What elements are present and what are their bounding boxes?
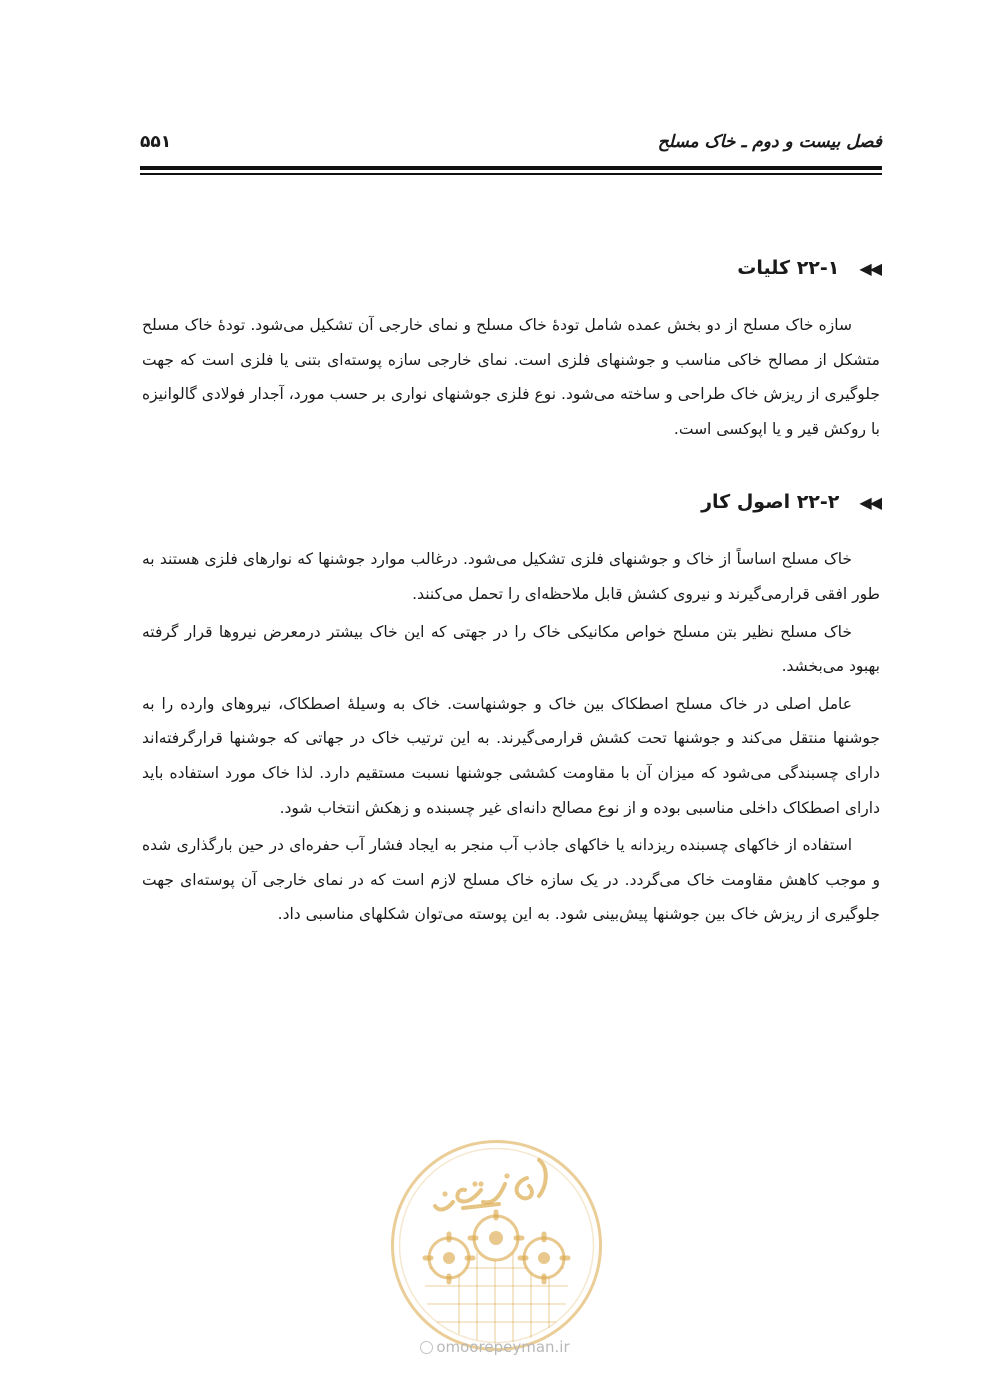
main-content: [142, 248, 880, 932]
paragraph: عامل اصلی در خاک مسلح اصطکاک بین خاک و جوشنهاست. خاک به وسیلهٔ اصطکاک، نیروهای وارده را به جوشنها منتقل می‌کند و جوشنها تحت کشش قرارمی‌گیرند. به این ترتیب خاک در جهاتی که جوشنها قرارگرفته‌اند دارای چسبندگی می‌شود که میزان آن با مقاومت کششی جوشنها نسبت مستقیم دارد. لذا خاک مورد استفاده باید دارای اصطکاک داخلی مناسبی بوده و از نوع مصالح دانه‌ای غیر چسبنده و زهکش انتخاب شود.: [142, 694, 880, 817]
header-rule-thin: [140, 173, 882, 175]
watermark-logo: [389, 1138, 604, 1353]
section-heading-1: [142, 248, 880, 288]
double-arrow-icon: ◀◀: [859, 492, 880, 512]
section-heading-2: [142, 482, 880, 522]
watermark-url: [390, 1338, 600, 1356]
watermark-url-text: omoorepeyman.ir: [436, 1338, 570, 1356]
double-arrow-icon: ◀◀: [859, 258, 880, 278]
section-body-1: [142, 308, 880, 446]
page-number: ۵۵۱: [140, 132, 172, 152]
section-heading-text: ۲۲-۱ کلیات: [737, 257, 840, 279]
paragraph: استفاده از خاکهای چسبنده ریزدانه یا خاکهای جاذب آب منجر به ایجاد فشار آب حفره‌ای در حین بارگذاری شده و موجب کاهش مقاومت خاک می‌گردد. در یک سازه خاک مسلح لازم است که در نمای خارجی آن پوسته‌ای جهت جلوگیری از ریزش خاک بین جوشنها پیش‌بینی شود. به این پوسته می‌توان شکلهای مناسبی داد.: [142, 836, 880, 924]
at-sign-icon: [420, 1341, 433, 1354]
running-header: [140, 128, 882, 158]
paragraph: سازه خاک مسلح از دو بخش عمده شامل تودهٔ خاک مسلح و نمای خارجی آن تشکیل می‌شود. تودهٔ خاک مسلح متشکل از مصالح خاکی مناسب و جوشنهای فلزی است. نمای خارجی سازه پوسته‌ای بتنی یا فلزی است که جهت جلوگیری از ریزش خاک طراحی و ساخته می‌شود. نوع فلزی جوشنهای نواری بر حسب مورد، آجدار فولادی گالوانیزه با روکش قیر و یا اپوکسی است.: [142, 316, 880, 438]
paragraph: خاک مسلح نظیر بتن مسلح خواص مکانیکی خاک را در جهتی که این خاک بیشتر درمعرض نیروها قرار گرفته بهبود می‌بخشد.: [142, 622, 880, 676]
section-heading-text: ۲۲-۲ اصول کار: [701, 491, 840, 514]
running-title: فصل بیست و دوم ـ خاک مسلح: [657, 132, 882, 152]
header-rule-thick: [140, 166, 882, 170]
section-body-2: [142, 542, 880, 932]
paragraph: خاک مسلح اساساً از خاک و جوشنهای فلزی تشکیل می‌شود. درغالب موارد جوشنها که نوارهای فلزی هستند به طور افقی قرارمی‌گیرند و نیروی کشش قابل ملاحظه‌ای را تحمل می‌کنند.: [142, 550, 880, 603]
